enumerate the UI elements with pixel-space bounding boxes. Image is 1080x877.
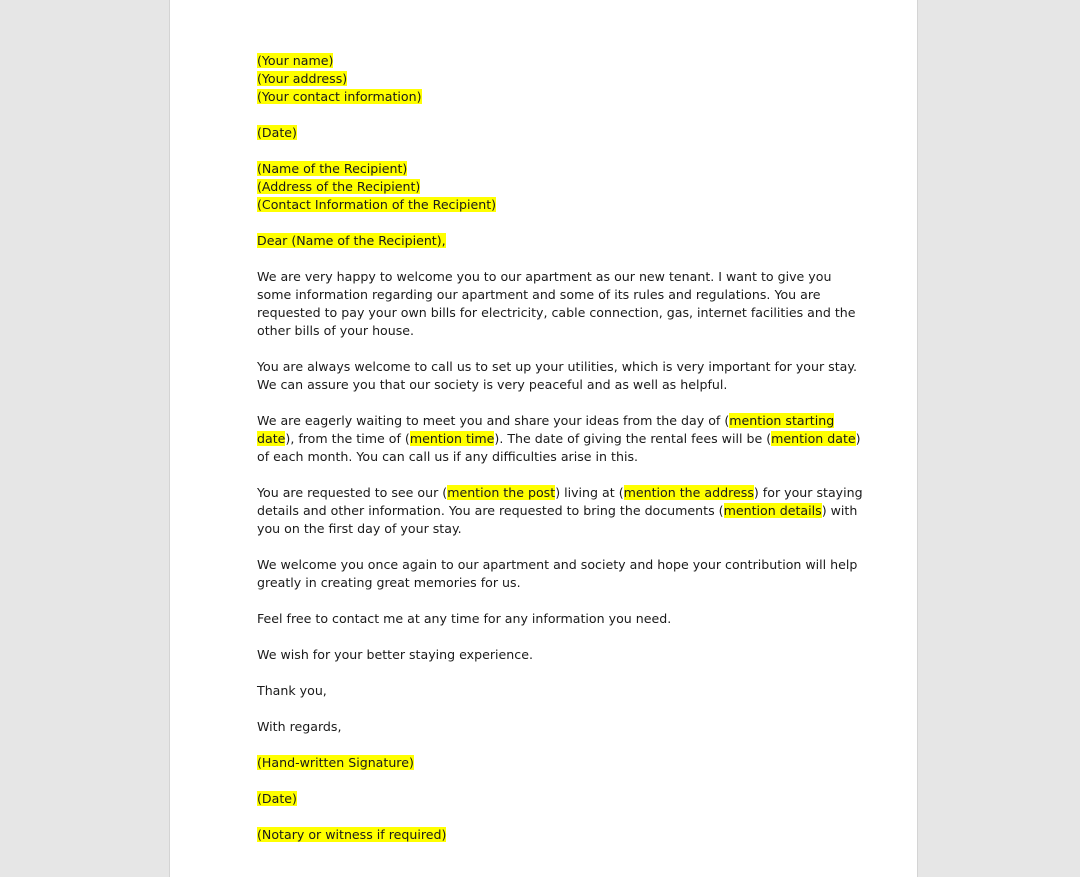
recipient-contact-placeholder: (Contact Information of the Recipient) [257,197,497,212]
letter-body [257,52,863,844]
signature-date-placeholder: (Date) [257,791,297,806]
paragraph-line: We are eagerly waiting to meet you and share your ideas from the day of (mention starting [257,413,835,428]
paragraph-utilities [257,358,858,394]
document-page [169,0,918,877]
paragraph-meeting [257,412,861,466]
paragraph-line: requested to pay your own bills for electricity, cable connection, gas, internet facilities and the [257,305,856,320]
paragraph-contact-me: Feel free to contact me at any time for any information you need. [257,611,672,626]
paragraph-line: some information regarding our apartment and some of its rules and regulations. You are [257,287,821,302]
sender-name-placeholder: (Your name) [257,53,334,68]
notary-placeholder: (Notary or witness if required) [257,827,447,842]
paragraph-wish: We wish for your better staying experience. [257,647,533,662]
mention-post-placeholder: mention the post [447,485,556,500]
paragraph-line: details and other information. You are requested to bring the documents (mention details) with [257,503,858,518]
mention-starting-date-placeholder: date [257,431,286,446]
letter-date-placeholder: (Date) [257,125,297,140]
paragraph-closing [257,556,858,592]
paragraph-line: other bills of your house. [257,323,415,338]
signature-placeholder: (Hand-written Signature) [257,755,414,770]
paragraph-line: you on the first day of your stay. [257,521,462,536]
paragraph-welcome [257,268,856,340]
recipient-name-placeholder: (Name of the Recipient) [257,161,408,176]
paragraph-line: greatly in creating great memories for us. [257,575,521,590]
paragraph-contact-post [257,484,863,538]
paragraph-line: We can assure you that our society is very peaceful and as well as helpful. [257,377,728,392]
recipient-address-placeholder: (Address of the Recipient) [257,179,421,194]
paragraph-line: You are requested to see our (mention the post) living at (mention the address) for your staying [257,485,863,500]
mention-date-placeholder: mention date [771,431,856,446]
mention-starting-placeholder: mention starting [729,413,835,428]
paragraph-line: You are always welcome to call us to set up your utilities, which is very important for your stay. [257,359,858,374]
thank-you: Thank you, [257,683,327,698]
paragraph-line: We are very happy to welcome you to our apartment as our new tenant. I want to give you [257,269,832,284]
paragraph-line: date), from the time of (mention time). The date of giving the rental fees will be (mention date) [257,431,861,446]
mention-details-placeholder: mention details [723,503,822,518]
paragraph-line: We welcome you once again to our apartment and society and hope your contribution will help [257,557,858,572]
mention-time-placeholder: mention time [409,431,495,446]
sender-contact-placeholder: (Your contact information) [257,89,422,104]
mention-address-placeholder: mention the address [623,485,754,500]
with-regards: With regards, [257,719,342,734]
greeting: Dear (Name of the Recipient), [257,233,446,248]
paragraph-line: of each month. You can call us if any difficulties arise in this. [257,449,639,464]
sender-address-placeholder: (Your address) [257,71,348,86]
